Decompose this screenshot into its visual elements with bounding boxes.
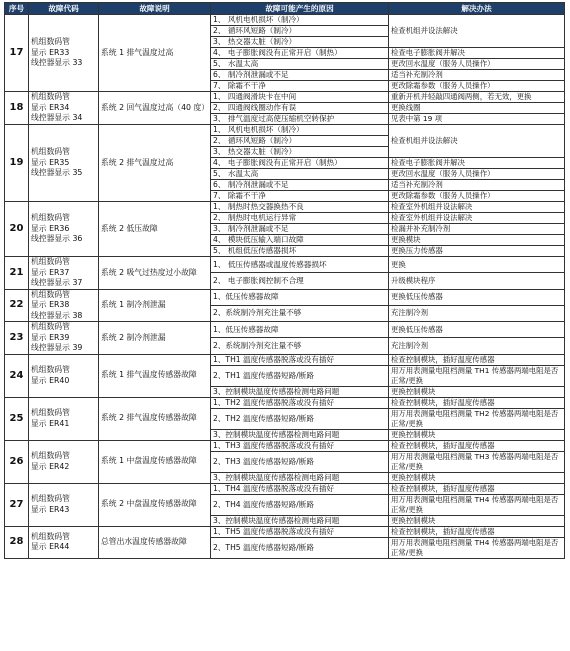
fault-cause: 4、 模块低压输入端口故障 — [211, 235, 389, 246]
fault-solution: 检查室外机组并设法解决 — [389, 213, 565, 224]
fault-code: 机组数码管 显示 ER36 线控器显示 36 — [29, 202, 99, 257]
fault-description: 系统 2 低压故障 — [99, 202, 211, 257]
fault-solution: 更换控制模块 — [389, 515, 565, 526]
fault-cause: 1、 风机电机损坏（制冷） — [211, 125, 389, 136]
fault-description: 系统 1 中盘温度传感器故障 — [99, 440, 211, 483]
table-row — [5, 125, 565, 136]
fault-code: 机组数码管 显示 ER42 — [29, 440, 99, 483]
fault-cause: 5、 水温太高 — [211, 169, 389, 180]
fault-code: 机组数码管 显示 ER33 线控器显示 33 — [29, 15, 99, 92]
table-row — [5, 440, 565, 451]
table-row — [5, 322, 565, 338]
table-body — [5, 15, 565, 559]
row-number: 18 — [5, 92, 29, 125]
row-number: 26 — [5, 440, 29, 483]
fault-code: 机组数码管 显示 ER44 — [29, 526, 99, 558]
fault-cause: 1、TH2 温度传感器脱落或没有插好 — [211, 397, 389, 408]
fault-solution: 更换压力传感器 — [389, 246, 565, 257]
fault-solution: 更换低压传感器 — [389, 289, 565, 305]
fault-solution: 用万用表测量电阻档测量 TH4 传感器两端电阻是否正常/更换 — [389, 494, 565, 515]
fault-solution: 更改除霜参数（服务人员操作） — [389, 191, 565, 202]
fault-cause: 2、TH4 温度传感器短路/断路 — [211, 494, 389, 515]
fault-cause: 2、 电子膨胀阀控制不合理 — [211, 273, 389, 289]
fault-cause: 3、控制模块温度传感器检测电路问题 — [211, 386, 389, 397]
fault-cause: 1、 制热时热交器换热不良 — [211, 202, 389, 213]
fault-solution: 更改除霜参数（服务人员操作） — [389, 81, 565, 92]
fault-code: 机组数码管 显示 ER38 线控器显示 38 — [29, 289, 99, 322]
row-number: 17 — [5, 15, 29, 92]
fault-solution: 检查控制模块，插好温度传感器 — [389, 354, 565, 365]
row-number: 25 — [5, 397, 29, 440]
table-row — [5, 526, 565, 537]
fault-solution: 更改回水温度（服务人员操作） — [389, 169, 565, 180]
fault-code: 机组数码管 显示 ER43 — [29, 483, 99, 526]
fault-cause: 1、TH5 温度传感器脱落或没有插好 — [211, 526, 389, 537]
fault-solution: 检查控制模块，插好温度传感器 — [389, 526, 565, 537]
fault-cause: 2、TH5 温度传感器短路/断路 — [211, 537, 389, 558]
fault-cause: 3、 热交器太脏（制冷） — [211, 37, 389, 48]
fault-description: 系统 1 排气温度传感器故障 — [99, 354, 211, 397]
table-row — [5, 257, 565, 273]
table-header-row — [5, 3, 565, 15]
fault-cause: 4、 电子膨胀阀没有正常开启（制热） — [211, 48, 389, 59]
fault-solution: 更换控制模块 — [389, 386, 565, 397]
row-number: 21 — [5, 257, 29, 290]
fault-cause: 5、 机组低压传感器损坏 — [211, 246, 389, 257]
fault-solution: 用万用表测量电阻档测量 TH4 传感器两端电阻是否正常/更换 — [389, 537, 565, 558]
row-number: 19 — [5, 125, 29, 202]
table-row — [5, 354, 565, 365]
fault-solution: 检查控制模块，插好温度传感器 — [389, 483, 565, 494]
table-row — [5, 483, 565, 494]
fault-solution: 充注制冷剂 — [389, 305, 565, 321]
table-row — [5, 202, 565, 213]
fault-solution: 见表中第 19 项 — [389, 114, 565, 125]
fault-code: 机组数码管 显示 ER41 — [29, 397, 99, 440]
fault-cause: 2、TH2 温度传感器短路/断路 — [211, 408, 389, 429]
fault-cause: 1、 四通阀滑块卡在中间 — [211, 92, 389, 103]
fault-cause: 2、 循环风短路（制冷） — [211, 26, 389, 37]
fault-code: 机组数码管 显示 ER37 线控器显示 37 — [29, 257, 99, 290]
fault-cause: 6、 制冷剂泄漏或不足 — [211, 70, 389, 81]
fault-description: 系统 2 中盘温度传感器故障 — [99, 483, 211, 526]
fault-solution: 用万用表测量电阻档测量 TH3 传感器两端电阻是否正常/更换 — [389, 451, 565, 472]
row-number: 27 — [5, 483, 29, 526]
fault-cause: 1、TH4 温度传感器脱落或没有插好 — [211, 483, 389, 494]
fault-cause: 7、 除霜不干净 — [211, 81, 389, 92]
table-row — [5, 15, 565, 26]
fault-code: 机组数码管 显示 ER39 线控器显示 39 — [29, 322, 99, 355]
fault-description: 系统 1 排气温度过高 — [99, 15, 211, 92]
fault-cause: 1、低压传感器故障 — [211, 289, 389, 305]
fault-table — [4, 2, 565, 559]
fault-cause: 2、 制热时电机运行异常 — [211, 213, 389, 224]
fault-cause: 4、 电子膨胀阀没有正常开启（制热） — [211, 158, 389, 169]
fault-solution: 更换低压传感器 — [389, 322, 565, 338]
fault-solution: 更换模块 — [389, 235, 565, 246]
row-number: 22 — [5, 289, 29, 322]
fault-cause: 3、控制模块温度传感器检测电路问题 — [211, 429, 389, 440]
row-number: 20 — [5, 202, 29, 257]
table-row — [5, 92, 565, 103]
fault-cause: 2、TH1 温度传感器短路/断路 — [211, 365, 389, 386]
fault-cause: 6、 制冷剂泄漏或不足 — [211, 180, 389, 191]
fault-cause: 1、低压传感器故障 — [211, 322, 389, 338]
fault-solution: 检查电子膨胀阀并解决 — [389, 48, 565, 59]
fault-solution: 检查电子膨胀阀并解决 — [389, 158, 565, 169]
fault-solution: 检查机组并设法解决 — [389, 15, 565, 48]
fault-cause: 3、控制模块温度传感器检测电路问题 — [211, 472, 389, 483]
header-solutions: 解决办法 — [389, 3, 565, 15]
fault-cause: 2、 循环风短路（制冷） — [211, 136, 389, 147]
fault-cause: 2、 四通阀线圈动作有误 — [211, 103, 389, 114]
fault-cause: 1、TH3 温度传感器脱落或没有插好 — [211, 440, 389, 451]
fault-cause: 2、TH3 温度传感器短路/断路 — [211, 451, 389, 472]
fault-solution: 检查控制模块，插好温度传感器 — [389, 397, 565, 408]
fault-solution: 更换 — [389, 257, 565, 273]
row-number: 28 — [5, 526, 29, 558]
table-row — [5, 397, 565, 408]
fault-solution: 用万用表测量电阻档测量 TH1 传感器两端电阻是否正常/更换 — [389, 365, 565, 386]
fault-description: 系统 1 制冷剂泄漏 — [99, 289, 211, 322]
header-code: 故障代码 — [29, 3, 99, 15]
fault-code: 机组数码管 显示 ER35 线控器显示 35 — [29, 125, 99, 202]
fault-solution: 充注制冷剂 — [389, 338, 565, 354]
fault-solution: 检查控制模块，插好温度传感器 — [389, 440, 565, 451]
fault-solution: 升级模块程序 — [389, 273, 565, 289]
fault-cause: 5、 水温太高 — [211, 59, 389, 70]
fault-description: 总管出水温度传感器故障 — [99, 526, 211, 558]
fault-cause: 2、系统制冷剂充注量不够 — [211, 338, 389, 354]
fault-cause: 7、 除霜不干净 — [211, 191, 389, 202]
fault-cause: 3、控制模块温度传感器检测电路问题 — [211, 515, 389, 526]
fault-solution: 更换控制模块 — [389, 429, 565, 440]
fault-cause: 3、 制冷剂泄漏或不足 — [211, 224, 389, 235]
fault-cause: 3、 热交器太脏（制冷） — [211, 147, 389, 158]
fault-description: 系统 2 制冷剂泄漏 — [99, 322, 211, 355]
fault-solution: 适当补充制冷剂 — [389, 180, 565, 191]
fault-solution: 检查机组并设法解决 — [389, 125, 565, 158]
fault-solution: 更换线圈 — [389, 103, 565, 114]
fault-code: 机组数码管 显示 ER40 — [29, 354, 99, 397]
fault-description: 系统 2 吸气过热度过小故障 — [99, 257, 211, 290]
fault-description: 系统 2 排气温度过高 — [99, 125, 211, 202]
fault-solution: 用万用表测量电阻档测量 TH2 传感器两端电阻是否正常/更换 — [389, 408, 565, 429]
fault-cause: 1、TH1 温度传感器脱落或没有插好 — [211, 354, 389, 365]
fault-description: 系统 2 回气温度过高（40 度） — [99, 92, 211, 125]
fault-solution: 检查室外机组并设法解决 — [389, 202, 565, 213]
fault-solution: 重新开机并轻敲四通阀两侧，若无效，更换 — [389, 92, 565, 103]
fault-description: 系统 2 排气温度传感器故障 — [99, 397, 211, 440]
header-no: 序号 — [5, 3, 29, 15]
row-number: 24 — [5, 354, 29, 397]
fault-solution: 更换控制模块 — [389, 472, 565, 483]
fault-cause: 1、 低压传感器或温度传感器损坏 — [211, 257, 389, 273]
fault-solution: 适当补充制冷剂 — [389, 70, 565, 81]
table-row — [5, 289, 565, 305]
fault-cause: 1、 风机电机损坏（制冷） — [211, 15, 389, 26]
fault-code: 机组数码管 显示 ER34 线控器显示 34 — [29, 92, 99, 125]
row-number: 23 — [5, 322, 29, 355]
fault-cause: 3、 排气温度过高使压缩机空转保护 — [211, 114, 389, 125]
header-description: 故障说明 — [99, 3, 211, 15]
fault-solution: 检漏并补充制冷剂 — [389, 224, 565, 235]
header-causes: 故障可能产生的原因 — [211, 3, 389, 15]
fault-solution: 更改回水温度（服务人员操作） — [389, 59, 565, 70]
fault-cause: 2、系统制冷剂充注量不够 — [211, 305, 389, 321]
